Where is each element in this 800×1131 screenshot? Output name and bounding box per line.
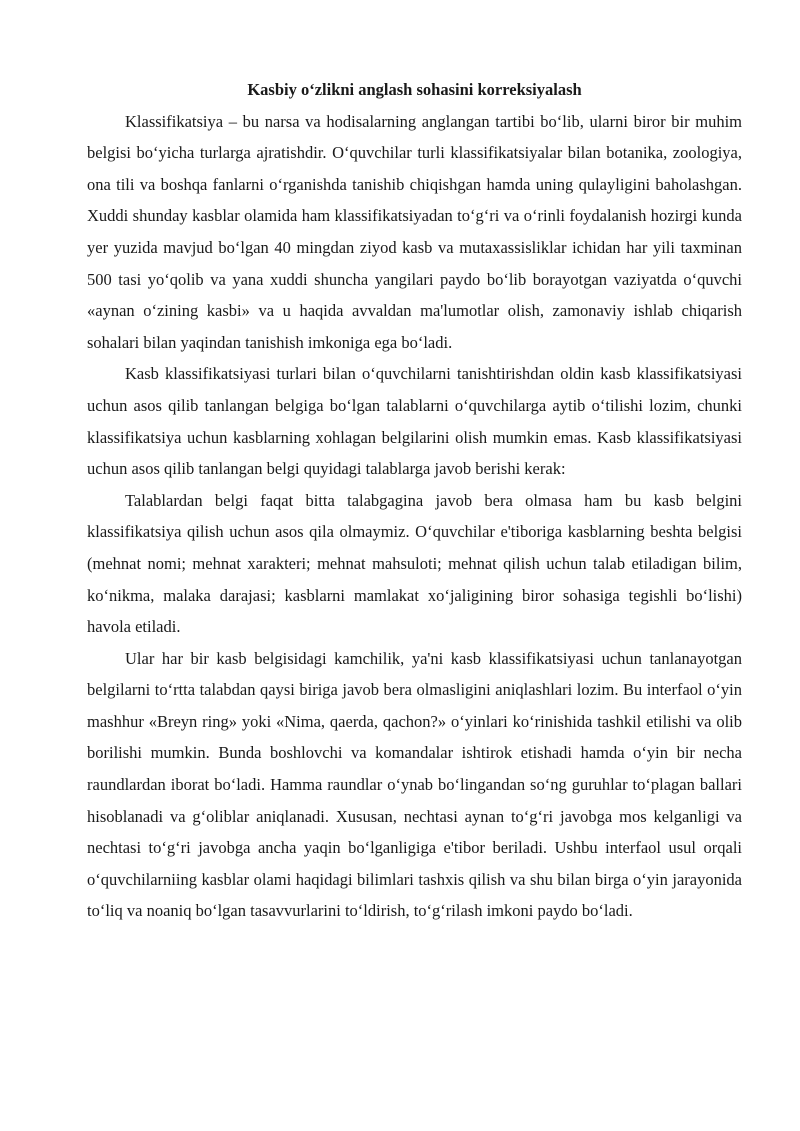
paragraph-2: Kasb klassifikatsiyasi turlari bilan o‘quvchilarni tanishtirishdan oldin kasb klassifikatsiyasi uchun asos qilib tanlangan belgiga bo‘lgan talablarni o‘quvchilarga aytib o‘tilishi lozim, chunki klassifikatsiya uchun kasblarning xohlagan belgilarini olish mumkin emas. Kasb klassifikatsiyasi uchun asos qilib tanlangan belgi quyidagi talablarga javob berishi kerak: [87, 364, 742, 479]
paragraph-3: Talablardan belgi faqat bitta talabgagina javob bera olmasa ham bu kasb belgini klassifikatsiya qilish uchun asos qila olmaymiz. O‘quvchilar e'tiboriga kasblarning beshta belgisi (mehnat nomi; mehnat xarakteri; mehnat mahsuloti; mehnat qilish uchun talab etiladigan bilim, ko‘nikma, malaka darajasi; kasblarni mamlakat xo‘jaligining biror sohasiga tegishli bo‘lishi) havola etiladi. [87, 490, 742, 637]
paragraph-4: Ular har bir kasb belgisidagi kamchilik, ya'ni kasb klassifikatsiyasi uchun tanlanayotgan belgilarni to‘rtta talabdan qaysi biriga javob bera olmasligini aniqlashlari lozim. Bu interfaol o‘yin mashhur «Breyn ring» yoki «Nima, qaerda, qachon?» o‘yinlari ko‘rinishida tashkil etilishi va olib borilishi mumkin. Bunda boshlovchi va komandalar ishtirok etishadi hamda o‘yin bir necha raundlardan iborat bo‘ladi. Hamma raundlar o‘ynab bo‘lingandan so‘ng guruhlar to‘plagan ballari hisoblanadi va g‘oliblar aniqlanadi. Xususan, nechtasi aynan to‘g‘ri javobga mos kelganligi va nechtasi to‘g‘ri javobga ancha yaqin bo‘lganligiga e'tibor beriladi. Ushbu interfaol usul orqali o‘quvchilarniing kasblar olami haqidagi bilimlari tashxis qilish va shu bilan birga o‘yin jarayonida to‘liq va noaniq bo‘lgan tasavvurlarini to‘ldirish, to‘g‘rilash imkoni paydo bo‘ladi. [87, 648, 742, 921]
paragraph-1: Klassifikatsiya – bu narsa va hodisalarning anglangan tartibi bo‘lib, ularni biror bir muhim belgisi bo‘yicha turlarga ajratishdir. O‘quvchilar turli klassifikatsiyalar bilan botanika, zoologiya, ona tili va boshqa fanlarni o‘rganishda tanishib chiqishgan hamda uning qulayligini baholashgan. Xuddi shunday kasblar olamida ham klassifikatsiyadan to‘g‘ri va o‘rinli foydalanish hozirgi kunda yer yuzida mavjud bo‘lgan 40 mingdan ziyod kasb va mutaxassisliklar ichidan har yili taxminan 500 tasi yo‘qolib va yana xuddi shuncha yangilari paydo bo‘lib borayotgan vaziyatda o‘quvchi «aynan o‘zining kasbi» va u haqida avvaldan ma'lumotlar olish, zamonaviy ishlab chiqarish sohalari bilan yaqindan tanishish imkoniga ega bo‘ladi. [87, 111, 742, 352]
document-page [87, 74, 742, 927]
document-title: Kasbiy o‘zlikni anglash sohasini korreksiyalash [247, 80, 582, 99]
